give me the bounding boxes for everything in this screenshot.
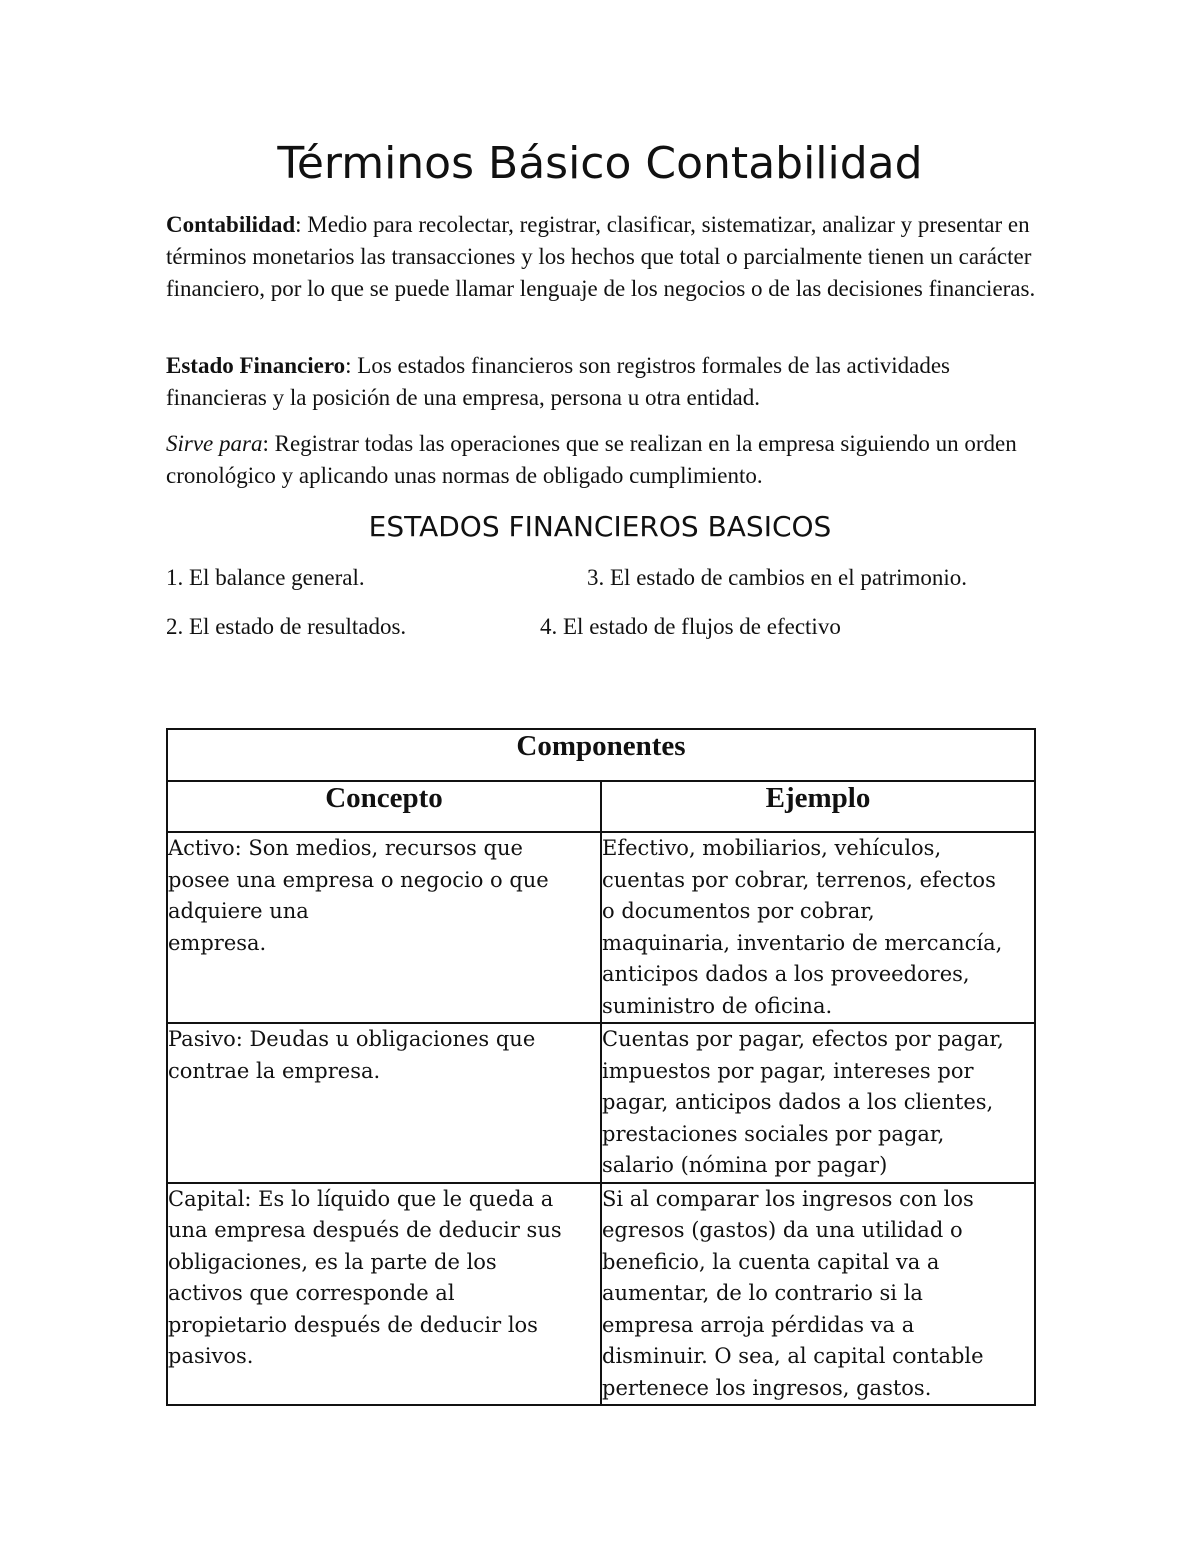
- document-title: Términos Básico Contabilidad: [277, 138, 923, 189]
- definition-estado-financiero: [166, 350, 1046, 414]
- cell-line: Cuentas por pagar, efectos por pagar,: [602, 1027, 1004, 1051]
- components-table: [166, 728, 1036, 1406]
- column-header-concepto: Concepto: [167, 781, 601, 832]
- cell-line: propietario después de deducir los: [168, 1312, 538, 1337]
- cell-concepto-capital: [167, 1183, 601, 1406]
- cell-line: disminuir. O sea, al capital contable: [602, 1344, 984, 1368]
- table-caption: Componentes: [167, 729, 1035, 781]
- table-row-capital: [167, 1183, 1035, 1406]
- cell-line: empresa.: [168, 930, 267, 955]
- cell-line: salario (nómina por pagar): [602, 1153, 888, 1177]
- definition-term: Sirve para: [166, 431, 263, 456]
- cell-line: suministro de oficina.: [602, 993, 833, 1018]
- cell-line: activos que corresponde al: [168, 1281, 455, 1305]
- cell-line: empresa arroja pérdidas va a: [602, 1312, 915, 1337]
- cell-line: prestaciones sociales por pagar,: [602, 1121, 945, 1146]
- table-row-pasivo: [167, 1023, 1035, 1183]
- cell-line: posee una empresa o negocio o que: [168, 867, 549, 892]
- definition-contabilidad: [166, 209, 1046, 305]
- cell-line: egresos (gastos) da una utilidad o: [602, 1218, 963, 1242]
- column-header-ejemplo: Ejemplo: [601, 781, 1035, 832]
- cell-ejemplo-capital: [601, 1183, 1035, 1406]
- list-item-flujos-efectivo: 4. El estado de flujos de efectivo: [540, 614, 841, 639]
- list-item-cambios-patrimonio: 3. El estado de cambios en el patrimonio.: [587, 565, 968, 590]
- definition-term: Contabilidad: [166, 212, 296, 237]
- cell-line: cuentas por cobrar, terrenos, efectos: [602, 867, 996, 892]
- cell-ejemplo-pasivo: [601, 1023, 1035, 1183]
- cell-line: adquiere una: [168, 899, 309, 923]
- cell-line: impuestos por pagar, intereses por: [602, 1058, 974, 1083]
- cell-line: obligaciones, es la parte de los: [168, 1249, 497, 1274]
- cell-line: anticipos dados a los proveedores,: [602, 962, 970, 986]
- definition-sirve-para: [166, 428, 1046, 492]
- cell-concepto-activo: [167, 832, 601, 1023]
- definition-text: : Registrar todas las operaciones que se realizan en la empresa siguiendo un orden cronológico y aplicando unas normas de obligado cumplimiento.: [166, 431, 1017, 488]
- table-row-activo: [167, 832, 1035, 1023]
- list-item-balance-general: 1. El balance general.: [166, 565, 365, 590]
- cell-line: pertenece los ingresos, gastos.: [602, 1375, 932, 1400]
- cell-line: pagar, anticipos dados a los clientes,: [602, 1090, 994, 1114]
- cell-line: Pasivo: Deudas u obligaciones que: [168, 1027, 536, 1051]
- cell-line: maquinaria, inventario de mercancía,: [602, 930, 1003, 955]
- definition-text: : Los estados financieros son registros formales de las actividades financieras y la posición de una empresa, persona u otra entidad.: [166, 353, 950, 410]
- list-item-estado-resultados: 2. El estado de resultados.: [166, 614, 407, 639]
- cell-line: una empresa después de deducir sus: [168, 1218, 562, 1242]
- definition-text: : Medio para recolectar, registrar, clasificar, sistematizar, analizar y presentar en términos monetarios las transacciones y los hechos que total o parcialmente tienen un carácter financiero, por lo que se puede llamar lenguaje de los negocios o de las decisiones financieras.: [166, 212, 1036, 301]
- cell-line: Efectivo, mobiliarios, vehículos,: [602, 836, 942, 860]
- cell-line: o documentos por cobrar,: [602, 899, 875, 923]
- cell-line: contrae la empresa.: [168, 1058, 381, 1083]
- section-heading: ESTADOS FINANCIEROS BASICOS: [368, 510, 832, 543]
- cell-line: beneficio, la cuenta capital va a: [602, 1249, 940, 1274]
- cell-line: aumentar, de lo contrario si la: [602, 1281, 923, 1305]
- cell-ejemplo-activo: [601, 832, 1035, 1023]
- cell-line: pasivos.: [168, 1344, 254, 1368]
- cell-concepto-pasivo: [167, 1023, 601, 1183]
- cell-line: Capital: Es lo líquido que le queda a: [168, 1186, 554, 1211]
- cell-line: Activo: Son medios, recursos que: [168, 836, 523, 860]
- definition-term: Estado Financiero: [166, 353, 346, 378]
- cell-line: Si al comparar los ingresos con los: [602, 1186, 974, 1211]
